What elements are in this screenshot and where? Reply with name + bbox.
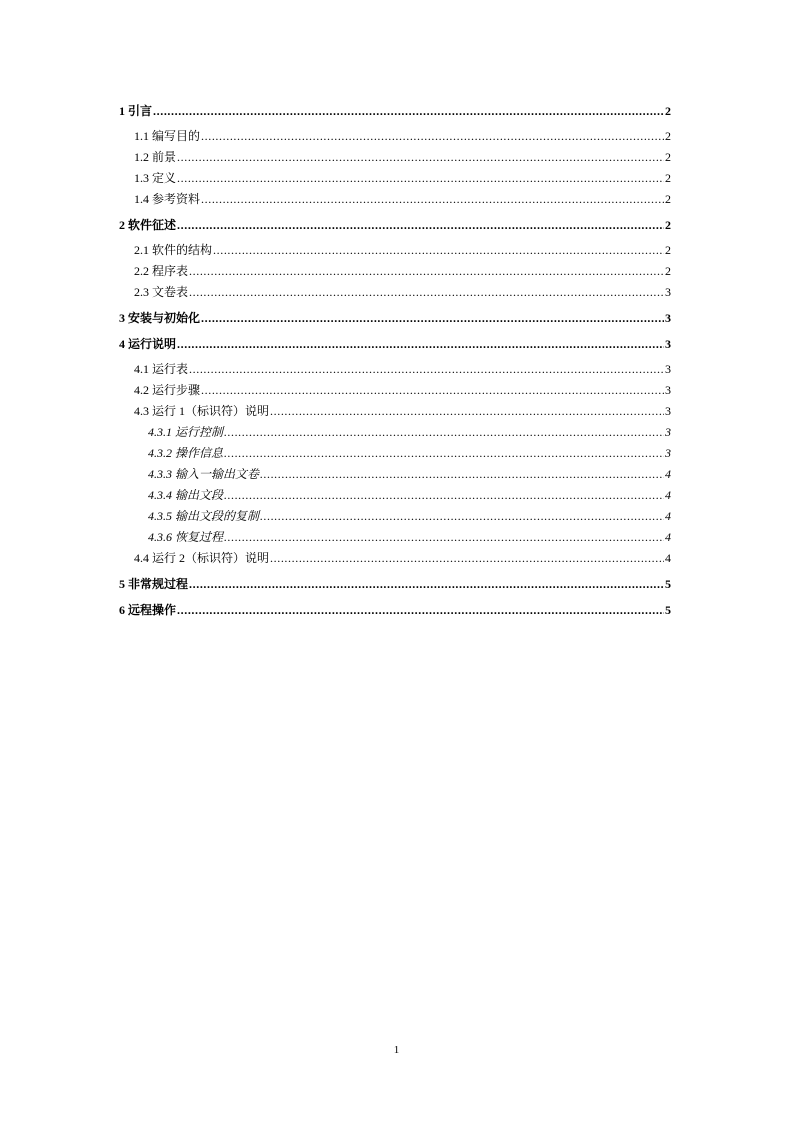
- toc-entry-title: 4.3 运行 1（标识符）说明: [134, 404, 270, 418]
- toc-entry[interactable]: [119, 129, 671, 150]
- toc-entry-title: 4.3.1 运行控制: [148, 425, 224, 439]
- dot-leader: [260, 467, 664, 482]
- toc-entry[interactable]: [119, 530, 671, 551]
- toc-entry-title: 2.3 文卷表: [134, 285, 189, 299]
- dot-leader: [224, 530, 664, 545]
- toc-entry-page: 3: [665, 383, 671, 397]
- toc-entry-title: 1.3 定义: [134, 171, 177, 185]
- toc-entry[interactable]: [119, 264, 671, 285]
- toc-entry-title: 2 软件征述: [119, 218, 177, 232]
- toc-entry[interactable]: [119, 104, 671, 125]
- toc-entry-title: 4.4 运行 2（标识符）说明: [134, 551, 270, 565]
- toc-entry-page: 3: [665, 285, 671, 299]
- dot-leader: [201, 311, 664, 326]
- dot-leader: [201, 192, 664, 207]
- toc-entry[interactable]: [119, 425, 671, 446]
- toc-entry-title: 4.3.2 操作信息: [148, 446, 224, 460]
- toc-entry-page: 2: [665, 104, 671, 118]
- toc-entry-title: 1 引言: [119, 104, 153, 118]
- toc-entry-title: 1.2 前景: [134, 150, 177, 164]
- toc-entry[interactable]: [119, 577, 671, 598]
- toc-entry-page: 4: [665, 509, 671, 523]
- toc-entry[interactable]: [119, 218, 671, 239]
- toc-entry-title: 1.4 参考资料: [134, 192, 201, 206]
- toc-entry[interactable]: [119, 509, 671, 530]
- toc-entry-page: 2: [665, 264, 671, 278]
- toc-entry-title: 4.3.5 输出文段的复制: [148, 509, 260, 523]
- dot-leader: [224, 488, 664, 503]
- toc-entry-page: 4: [665, 467, 671, 481]
- table-of-contents: [119, 104, 671, 624]
- toc-entry-page: 2: [665, 129, 671, 143]
- dot-leader: [270, 551, 664, 566]
- dot-leader: [177, 337, 664, 352]
- dot-leader: [153, 104, 664, 119]
- toc-entry[interactable]: [119, 192, 671, 213]
- toc-entry-page: 4: [665, 488, 671, 502]
- toc-entry[interactable]: [119, 551, 671, 572]
- toc-entry-page: 3: [665, 311, 671, 325]
- toc-entry-title: 6 远程操作: [119, 603, 177, 617]
- toc-entry-page: 2: [665, 218, 671, 232]
- toc-entry-title: 2.1 软件的结构: [134, 243, 213, 257]
- toc-entry[interactable]: [119, 404, 671, 425]
- toc-entry[interactable]: [119, 171, 671, 192]
- dot-leader: [189, 285, 664, 300]
- toc-entry-title: 4.2 运行步骤: [134, 383, 201, 397]
- toc-entry-page: 3: [665, 337, 671, 351]
- toc-entry-title: 4.1 运行表: [134, 362, 189, 376]
- toc-entry-page: 2: [665, 192, 671, 206]
- toc-entry[interactable]: [119, 383, 671, 404]
- toc-entry[interactable]: [119, 337, 671, 358]
- dot-leader: [201, 129, 664, 144]
- dot-leader: [177, 171, 664, 186]
- toc-entry-page: 3: [665, 425, 671, 439]
- toc-entry-title: 5 非常规过程: [119, 577, 189, 591]
- toc-entry-title: 4 运行说明: [119, 337, 177, 351]
- dot-leader: [177, 150, 664, 165]
- toc-entry-title: 3 安装与初始化: [119, 311, 201, 325]
- toc-entry-page: 2: [665, 150, 671, 164]
- dot-leader: [270, 404, 664, 419]
- toc-entry-page: 4: [665, 530, 671, 544]
- toc-entry[interactable]: [119, 285, 671, 306]
- toc-entry-page: 5: [665, 603, 671, 617]
- dot-leader: [177, 218, 664, 233]
- dot-leader: [201, 383, 664, 398]
- toc-entry-page: 4: [665, 551, 671, 565]
- dot-leader: [189, 362, 664, 377]
- toc-entry-page: 2: [665, 171, 671, 185]
- dot-leader: [224, 425, 664, 440]
- toc-entry[interactable]: [119, 446, 671, 467]
- dot-leader: [189, 577, 664, 592]
- toc-entry-page: 5: [665, 577, 671, 591]
- dot-leader: [224, 446, 664, 461]
- toc-entry-title: 4.3.3 输入一输出文卷: [148, 467, 260, 481]
- dot-leader: [260, 509, 664, 524]
- toc-entry[interactable]: [119, 362, 671, 383]
- dot-leader: [177, 603, 664, 618]
- toc-entry[interactable]: [119, 603, 671, 624]
- toc-entry-title: 2.2 程序表: [134, 264, 189, 278]
- toc-entry-title: 4.3.4 输出文段: [148, 488, 224, 502]
- toc-entry[interactable]: [119, 311, 671, 332]
- toc-entry[interactable]: [119, 243, 671, 264]
- dot-leader: [189, 264, 664, 279]
- toc-entry-title: 1.1 编写目的: [134, 129, 201, 143]
- page-number: 1: [393, 1044, 400, 1056]
- toc-entry[interactable]: [119, 467, 671, 488]
- dot-leader: [213, 243, 664, 258]
- toc-entry-page: 3: [665, 404, 671, 418]
- toc-entry-title: 4.3.6 恢复过程: [148, 530, 224, 544]
- toc-entry-page: 3: [665, 362, 671, 376]
- toc-entry-page: 2: [665, 243, 671, 257]
- toc-entry-page: 3: [665, 446, 671, 460]
- toc-entry[interactable]: [119, 150, 671, 171]
- toc-entry[interactable]: [119, 488, 671, 509]
